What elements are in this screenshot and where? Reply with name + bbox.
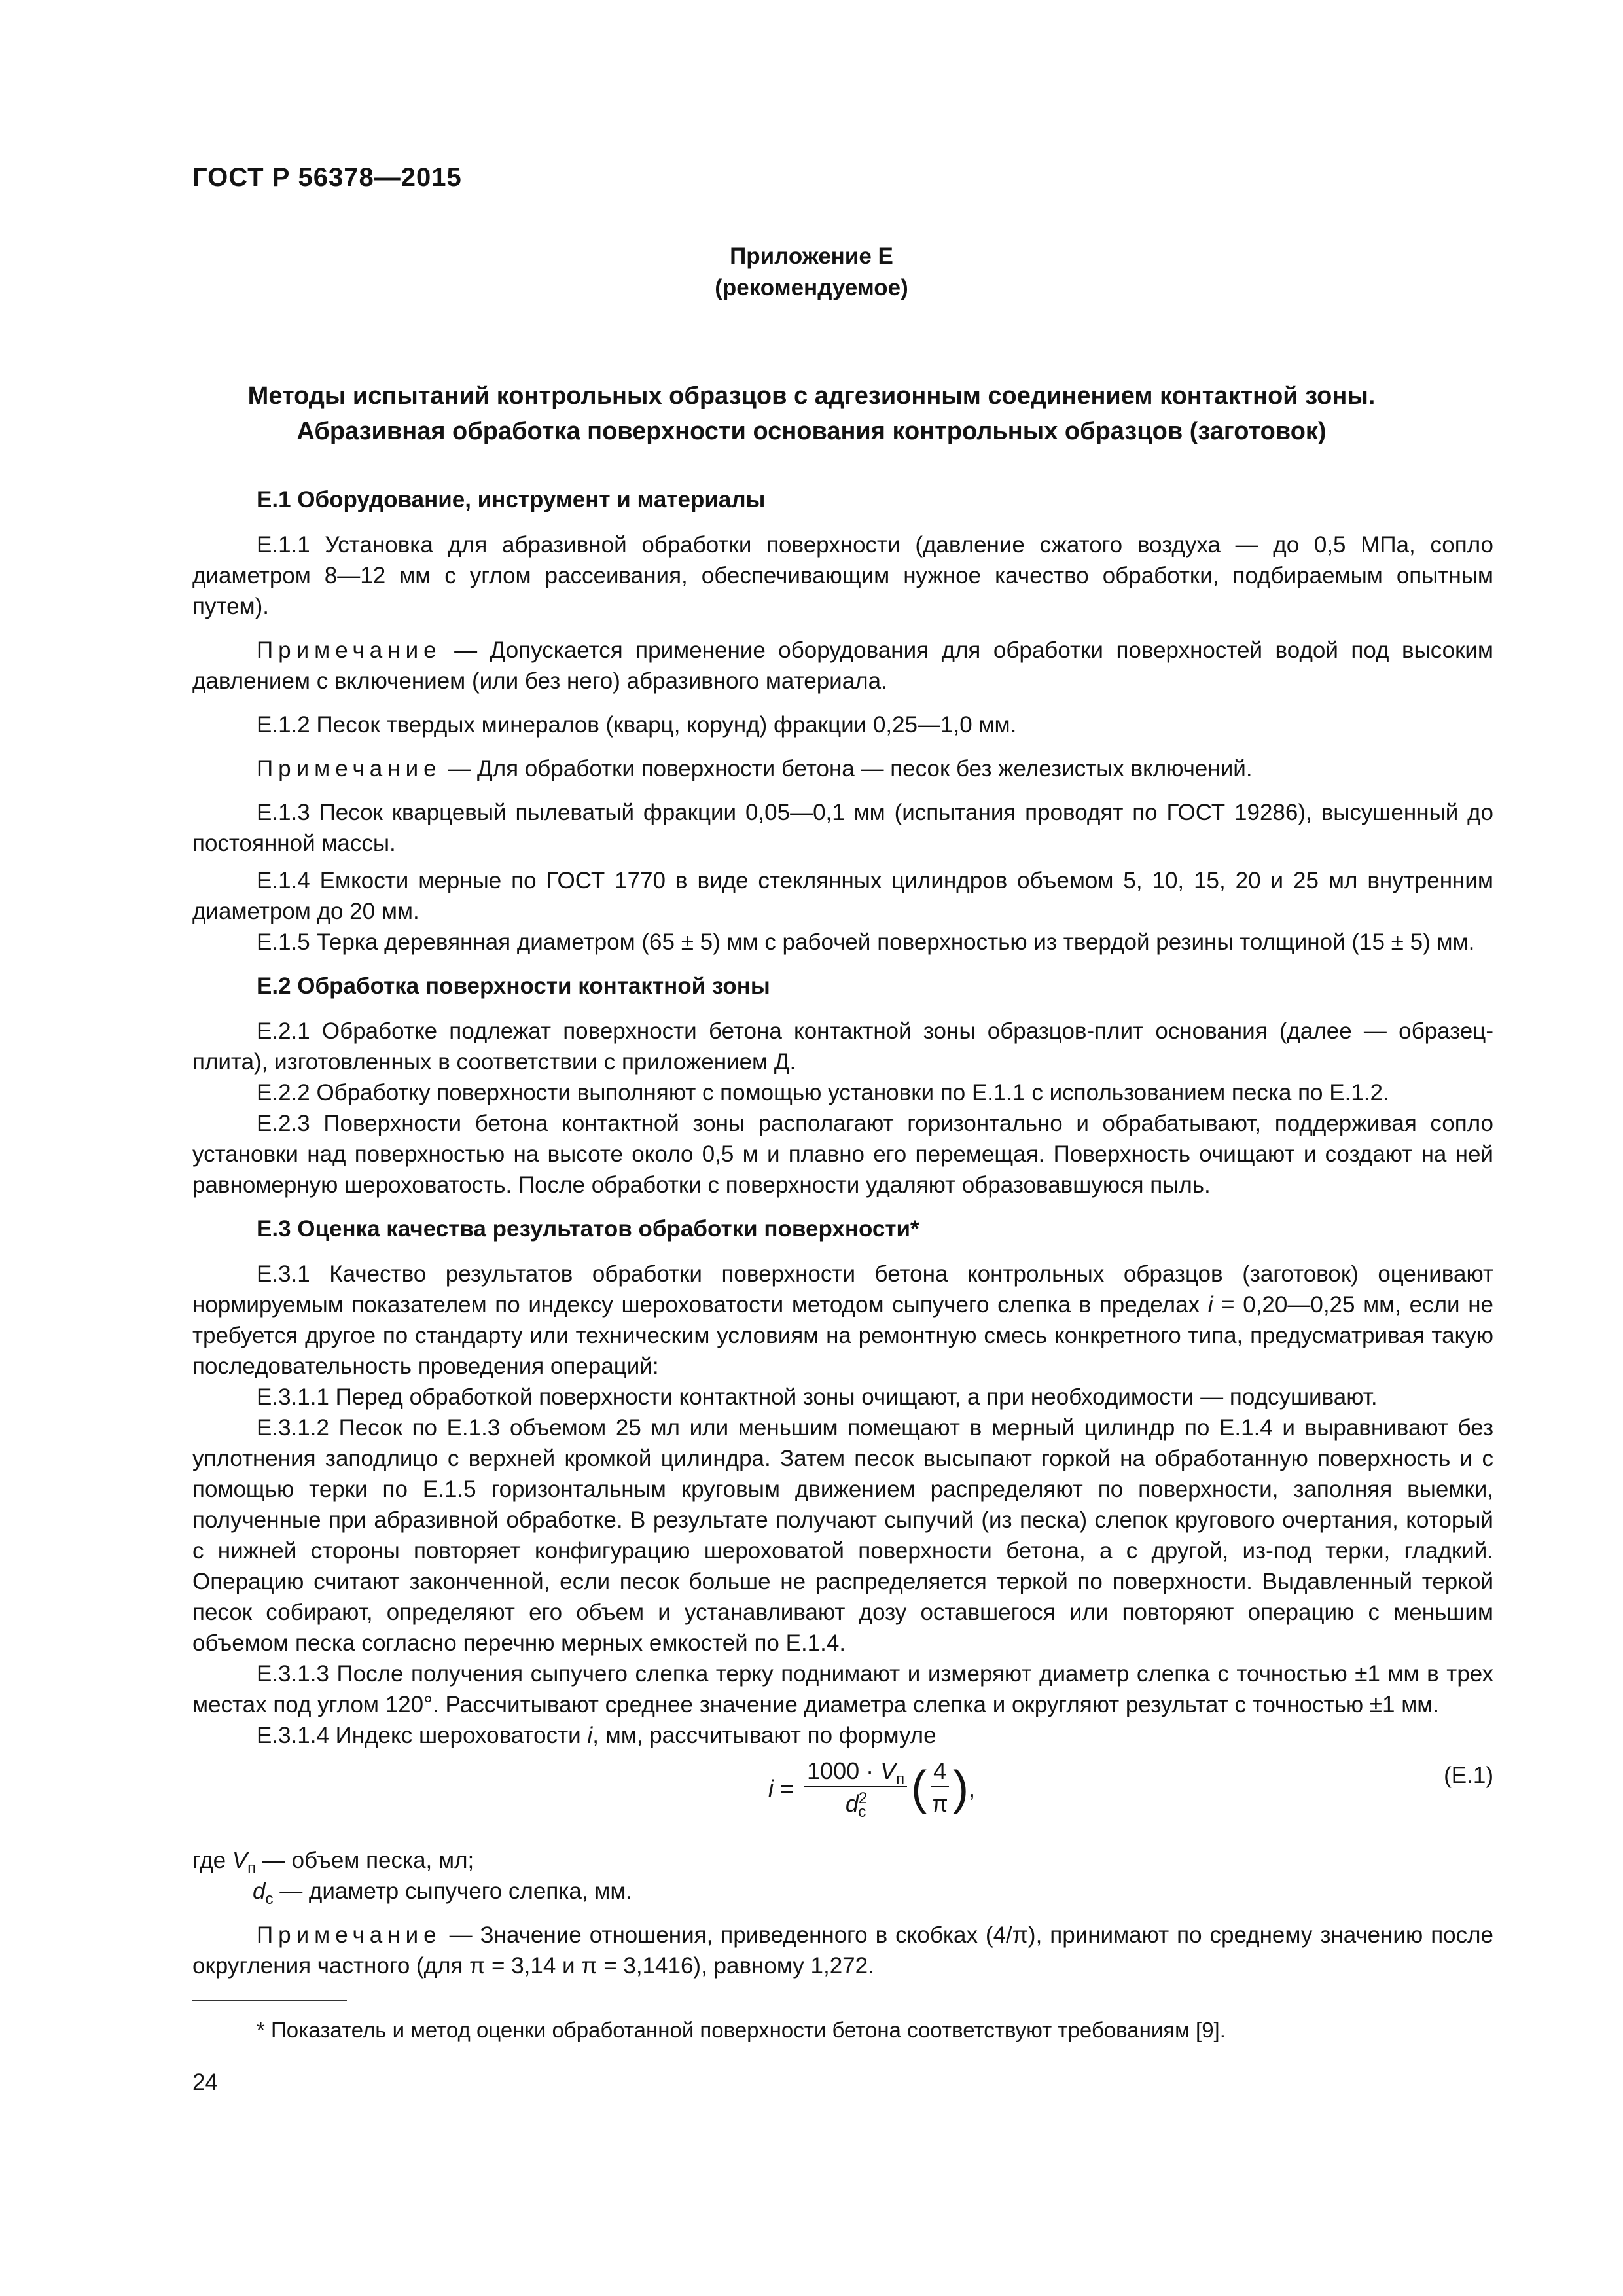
section-heading-e2: Е.2 Обработка поверхности контактной зоны xyxy=(257,973,770,999)
section-heading-e3: Е.3 Оценка качества результатов обработки поверхности* xyxy=(257,1216,919,1242)
document-body xyxy=(192,484,1493,1981)
fraction-numerator: 4 xyxy=(933,1757,947,1784)
where-line-d xyxy=(192,1876,1493,1907)
annex-title: Приложение Е xyxy=(730,243,893,269)
note-text: — Допускается применение оборудования для обработки поверхностей водой под высоким давлением с включением (или без него) абразивного материала. xyxy=(192,637,1493,694)
annex-heading xyxy=(0,241,1623,304)
note-text: — Для обработки поверхности бетона — песок без железистых включений. xyxy=(441,756,1253,781)
note-label: Примечание xyxy=(257,1922,442,1948)
formula-expression xyxy=(768,1756,975,1820)
left-paren: ( xyxy=(911,1762,927,1814)
paragraph-e1-5: Е.1.5 Терка деревянная диаметром (65 ± 5) мм с рабочей поверхностью из твердой резины толщиной (15 ± 5) мм. xyxy=(257,929,1475,955)
paragraph-e1-2: Е.1.2 Песок твердых минералов (кварц, корунд) фракции 0,25—1,0 мм. xyxy=(257,712,1017,738)
note-label: Примечание xyxy=(257,637,442,663)
note-text: — Значение отношения, приведенного в скобках (4/π), принимают по среднему значению после округления частного (для π = 3,14 и π = 3,1416), равному 1,272. xyxy=(192,1922,1493,1979)
text-run: Е.3.1 Качество результатов обработки поверхности бетона контрольных образцов (заготовок) оценивают нормируемым показателем по индексу шероховатости методом сыпучего слепка в пределах xyxy=(192,1261,1493,1318)
subscript: с xyxy=(858,1803,866,1821)
symbol-i: i xyxy=(1207,1292,1213,1318)
annex-status: (рекомендуемое) xyxy=(715,275,908,300)
fraction-denominator: π xyxy=(931,1790,948,1817)
text-run: , мм, рассчитывают по формуле xyxy=(592,1723,936,1748)
where-prefix: где xyxy=(192,1848,232,1873)
variable-v: V xyxy=(232,1848,248,1873)
definition: — диаметр сыпучего слепка, мм. xyxy=(273,1878,633,1904)
paragraph-e3-1-3: Е.3.1.3 После получения сыпучего слепка терку поднимают и измеряют диаметр слепка с точностью ±1 мм в трех местах под углом 120°. Рассчитывают среднее значение диаметра слепка и округляют результат с точностью ±1 мм. xyxy=(192,1661,1493,1717)
definition: — объем песка, мл; xyxy=(256,1848,474,1873)
superscript: 2 xyxy=(858,1789,868,1807)
where-line-v xyxy=(192,1845,1493,1876)
variable-d: d xyxy=(845,1790,859,1817)
note-label: Примечание xyxy=(257,756,442,781)
note-e1-2 xyxy=(192,753,1493,784)
footnote-separator xyxy=(192,2000,347,2001)
paragraph-e1-3: Е.1.3 Песок кварцевый пылеватый фракции 0,05—0,1 мм (испытания проводят по ГОСТ 19286), высушенный до постоянной массы. xyxy=(192,800,1493,856)
subscript: п xyxy=(247,1859,257,1877)
formula-lhs: i xyxy=(768,1774,774,1802)
page-number: 24 xyxy=(192,2070,218,2095)
fraction-denominator xyxy=(846,1787,866,1820)
title-line-1: Методы испытаний контрольных образцов с адгезионным соединением контактной зоны. xyxy=(247,382,1376,410)
paragraph-e3-1-1: Е.3.1.1 Перед обработкой поверхности контактной зоны очищают, а при необходимости — подсушивают. xyxy=(257,1384,1378,1410)
symbol-i: i xyxy=(587,1723,593,1748)
paragraph-e1-1: Е.1.1 Установка для абразивной обработки поверхности (давление сжатого воздуха — до 0,5 МПа, сопло диаметром 8—12 мм с углом рассеивания, обеспечивающим нужное качество обработки, подбираемым опытным путем). xyxy=(192,532,1493,619)
formula-number: (Е.1) xyxy=(1444,1763,1493,1788)
title-line-2: Абразивная обработка поверхности основания контрольных образцов (заготовок) xyxy=(296,418,1327,445)
paragraph-e2-3: Е.2.3 Поверхности бетона контактной зоны располагают горизонтально и обрабатывают, поддерживая сопло установки над поверхностью на высоте около 0,5 м и плавно его перемещая. Поверхность очищают и создают на ней равномерную шероховатость. После обработки с поверхности удаляют образовавшуюся пыль. xyxy=(192,1111,1493,1198)
variable-v: V xyxy=(880,1757,897,1784)
paragraph-e3-1-2: Е.3.1.2 Песок по Е.1.3 объемом 25 мл или меньшим помещают в мерный цилиндр по Е.1.4 и выравнивают без уплотнения заподлицо с верхней кромкой цилиндра. Затем песок высыпают горкой на обработанную поверхность и с помощью терки по Е.1.5 горизонтальным круговым движением распределяют по поверхности, заполняя выемки, полученные при абразивной обработке. В результате получают сыпучий (из песка) слепок кругового очертания, который с нижней стороны повторяет конфигурацию шероховатой поверхности бетона, а с другой, из-под терки, гладкий. Операцию считают законченной, если песок больше не распределяется теркой по поверхности. Выдавленный теркой песок собирают, определяют его объем и устанавливают дозу оставшегося или повторяют операцию с меньшим объемом песка согласно перечню мерных емкостей по Е.1.4. xyxy=(192,1415,1493,1656)
paragraph-e2-1: Е.2.1 Обработке подлежат поверхности бетона контактной зоны образцов-плит основания (далее — образец-плита), изготовленных в соответствии с приложением Д. xyxy=(192,1018,1493,1075)
paragraph-e2-2: Е.2.2 Обработку поверхности выполняют с помощью установки по Е.1.1 с использованием песка по Е.1.2. xyxy=(257,1080,1389,1105)
paragraph-e3-1 xyxy=(192,1259,1493,1382)
right-paren: ) xyxy=(953,1762,969,1814)
text-run: Е.3.1.4 Индекс шероховатости xyxy=(257,1723,588,1748)
note-e3 xyxy=(192,1920,1493,1981)
subscript: с xyxy=(265,1890,274,1908)
section-heading-e1: Е.1 Оборудование, инструмент и материалы xyxy=(257,487,766,512)
variable-d: d xyxy=(253,1878,266,1904)
subscript: п xyxy=(896,1770,905,1789)
formula-e1 xyxy=(192,1753,1493,1832)
formula-comma: , xyxy=(969,1774,976,1802)
text-run: = 0,20—0,25 мм, если не требуется другое по стандарту или техническим условиям на ремонтную смесь конкретного типа, предусматривая такую последовательность проведения операций: xyxy=(192,1292,1493,1379)
coefficient: 1000 · xyxy=(807,1757,881,1784)
formula-equals: = xyxy=(774,1774,801,1802)
paragraph-e3-1-4 xyxy=(192,1720,1493,1751)
note-e1-1 xyxy=(192,635,1493,696)
paragraph-e1-4: Е.1.4 Емкости мерные по ГОСТ 1770 в виде стеклянных цилиндров объемом 5, 10, 15, 20 и 25 мл внутренним диаметром до 20 мм. xyxy=(192,868,1493,924)
annex-main-title xyxy=(0,378,1623,449)
footnote: * Показатель и метод оценки обработанной поверхности бетона соответствуют требованиям [9]. xyxy=(257,2018,1226,2042)
fraction-numerator xyxy=(804,1756,907,1789)
document-id: ГОСТ Р 56378—2015 xyxy=(192,163,462,192)
formula-fraction xyxy=(804,1756,907,1820)
formula-fraction-4-pi xyxy=(931,1756,949,1820)
